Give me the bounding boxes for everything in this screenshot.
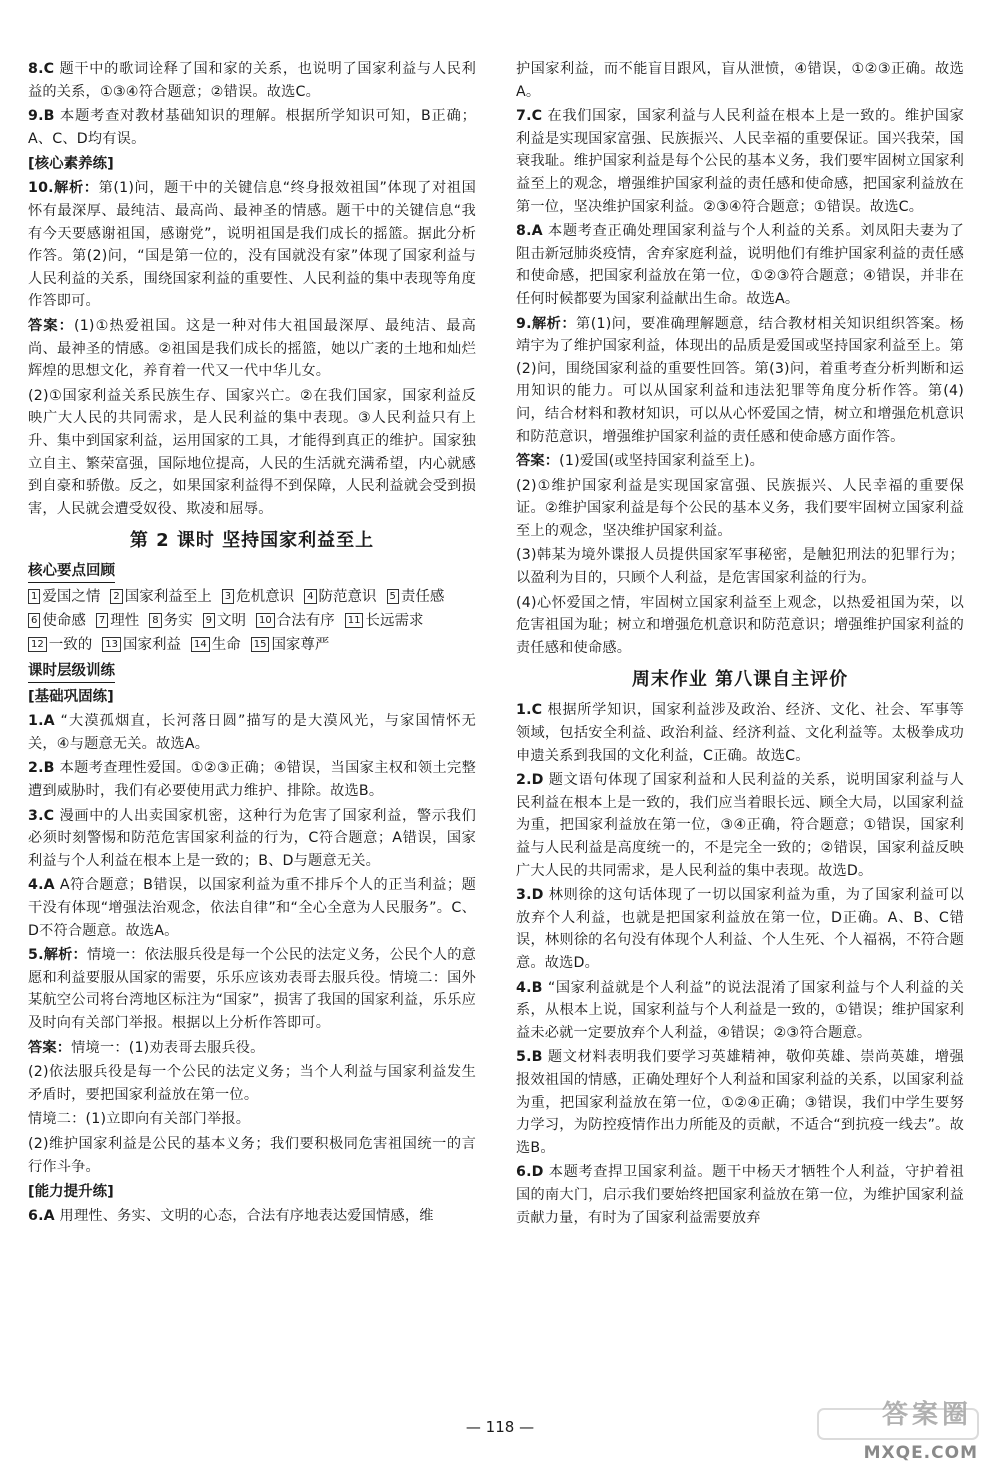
watermark-title: 答案圈 — [881, 1400, 972, 1430]
point-number: 12 — [28, 637, 47, 652]
answer-label: 答案： — [516, 453, 560, 470]
paragraph-text: (2)①维护国家利益是实现国家富强、民族振兴、人民幸福的重要保证。②维护国家利益是每个公民的基本义务，我们要牢固树立国家利益至上的观念，坚决维护国家利益。 — [516, 477, 964, 539]
lesson-title: 周末作业 第八课自主评价 — [631, 669, 849, 691]
lesson-title: 第 2 课时 坚持国家利益至上 — [129, 530, 375, 552]
right-column — [516, 58, 964, 1231]
paragraph-text: 情境二：(1)立即向有关部门举报。 — [28, 1111, 251, 1128]
answer-paragraph — [28, 58, 476, 103]
answer-label: 解析： — [53, 180, 99, 197]
key-point-text: 长远需求 — [365, 613, 424, 630]
question-number: 2.D — [516, 772, 544, 789]
key-point — [203, 609, 246, 633]
answer-paragraph — [28, 710, 476, 755]
section-heading-text: 核心要点回顾 — [28, 560, 115, 583]
paragraph-text: 用理性、务实、文明的心态，合法有序地表达爱国情感，维 — [54, 1208, 434, 1225]
paragraph-text: 情境一：(1)劝表哥去服兵役。 — [71, 1039, 265, 1056]
answer-label: 解析： — [43, 947, 87, 964]
key-point — [28, 585, 100, 609]
key-point — [149, 609, 192, 633]
paragraph-text: (4)心怀爱国之情，牢固树立国家利益至上观念，以热爱祖国为荣，以危害祖国为耻；树立和增强危机意识和防范意识；增强维护国家利益的责任感和使命感。 — [516, 594, 964, 656]
section-heading — [28, 686, 476, 708]
answer-paragraph — [28, 1061, 476, 1106]
paragraph-text: 漫画中的人出卖国家机密，这种行为危害了国家利益，警示我们必须时刻警惕和防范危害国家利益的行为，C符合题意；A错误，国家利益与个人利益在根本上是一致的；B、D与题意无关。 — [28, 807, 476, 869]
key-point-text: 生命 — [211, 637, 241, 654]
answer-paragraph — [28, 1205, 476, 1228]
point-number: 13 — [102, 637, 121, 652]
paragraph-text: A符合题意；B错误，以国家利益为重不排斥个人的正当利益；题干没有体现“增强法治观念，依法自律”和“全心全意为人民服务”。C、D不符合题意。故选A。 — [28, 877, 476, 939]
answer-paragraph — [516, 105, 964, 218]
question-number: 10. — [28, 180, 54, 197]
answer-paragraph — [516, 592, 964, 660]
key-point-text: 爱国之情 — [42, 589, 101, 606]
answer-paragraph — [516, 769, 964, 882]
paragraph-text: 情境一：依法服兵役是每一个公民的法定义务，公民个人的意愿和利益要服从国家的需要，乐乐应该劝表哥去服兵役。情境二：国外某航空公司将台湾地区标注为“国家”，损害了我国的国家利益，乐乐应及时向有关部门举报。根据以上分析作答即可。 — [28, 947, 476, 1031]
point-number: 4 — [304, 589, 316, 604]
section-heading — [28, 153, 476, 175]
key-point — [96, 609, 139, 633]
answer-paragraph — [28, 1133, 476, 1178]
question-number: 9. — [516, 315, 532, 332]
key-point — [191, 633, 241, 657]
key-point-text: 理性 — [110, 613, 140, 630]
answer-paragraph — [28, 385, 476, 521]
answer-paragraph — [28, 105, 476, 150]
section-heading-text: [基础巩固练] — [28, 689, 114, 706]
key-point — [222, 585, 294, 609]
answer-paragraph — [516, 58, 964, 103]
paragraph-text: (2)依法服兵役是每一个公民的法定义务；当个人利益与国家利益发生矛盾时，要把国家利益放在第一位。 — [28, 1064, 476, 1103]
point-number: 2 — [110, 589, 122, 604]
answer-paragraph — [516, 1046, 964, 1159]
point-number: 14 — [191, 637, 210, 652]
question-number: 5.B — [516, 1049, 543, 1066]
section-heading — [28, 1181, 476, 1203]
answer-paragraph — [28, 1037, 476, 1060]
answer-label: 答案： — [28, 317, 74, 334]
answer-paragraph — [28, 805, 476, 873]
question-number: 1.A — [28, 713, 55, 730]
point-number: 1 — [28, 589, 40, 604]
question-number: 7.C — [516, 108, 543, 125]
answer-paragraph — [516, 884, 964, 974]
question-number: 5. — [28, 947, 44, 964]
point-number: 3 — [222, 589, 234, 604]
point-number: 11 — [345, 613, 364, 628]
answer-label: 解析： — [531, 315, 577, 332]
answer-paragraph — [516, 220, 964, 310]
point-number: 6 — [28, 613, 40, 628]
paragraph-text: 在我们国家，国家利益与人民利益在根本上是一致的。维护国家利益是实现国家富强、民族振兴、人民幸福的重要保证。国兴我荣，国衰我耻。维护国家利益是每个公民的基本义务，我们要牢固树立国家利益至上的观念，增强维护国家利益的责任感和使命感，把国家利益放在第一位，坚决维护国家利益。②③④符合题意；①错误。故选C。 — [516, 108, 964, 215]
key-point-text: 使命感 — [42, 613, 86, 630]
paragraph-text: 题文语句体现了国家利益和人民利益的关系，说明国家利益与人民利益在根本上是一致的，我们应当着眼长远、顾全大局，以国家利益为重，把国家利益放在第一位，③④正确，符合题意；①错误，国家利益与人民利益是高度统一的，不是完全一致的；②错误，国家利益反映广大人民的共同需求，是人民利益的集中表现。故选D。 — [516, 772, 964, 879]
key-point — [28, 609, 86, 633]
key-point-text: 防范意识 — [318, 589, 377, 606]
question-number: 6.A — [28, 1208, 55, 1225]
key-point-text: 责任感 — [400, 589, 445, 606]
answer-paragraph — [28, 177, 476, 313]
answer-paragraph — [28, 874, 476, 942]
paragraph-text: 本题考查捍卫国家利益。题干中杨天才牺牲个人利益，守护着祖国的南大门，启示我们要始终把国家利益放在第一位，为维护国家利益贡献力量，有时为了国家利益需要放弃 — [516, 1164, 964, 1226]
left-column — [28, 58, 476, 1230]
key-point — [28, 633, 92, 657]
paragraph-text: 本题考查正确处理国家利益与个人利益的关系。刘凤阳夫妻为了阻击新冠肺炎疫情，舍弃家庭利益，说明他们有维护国家利益的责任感和使命感，把国家利益放在第一位，①②③符合题意；④错误，并非在任何时候都要为国家利益献出生命。故选A。 — [516, 223, 964, 307]
paragraph-text: 林则徐的这句话体现了一切以国家利益为重，为了国家利益可以放弃个人利益，也就是把国家利益放在第一位，D正确。A、B、C错误，林则徐的名句没有体现个人利益、个人生死、个人福祸，不符合题意。故选D。 — [516, 887, 964, 971]
answer-paragraph — [516, 977, 964, 1045]
answer-paragraph — [516, 475, 964, 543]
key-point — [110, 585, 211, 609]
point-number: 15 — [251, 637, 270, 652]
key-point-text: 国家利益至上 — [124, 589, 212, 606]
answer-paragraph — [516, 450, 964, 473]
section-heading — [28, 560, 476, 583]
section-heading-text: 课时层级训练 — [28, 660, 115, 683]
point-number: 7 — [96, 613, 108, 628]
key-points-list — [28, 585, 476, 657]
key-point-text: 文明 — [217, 613, 246, 630]
watermark-url: MXQE.COM — [863, 1443, 978, 1463]
paragraph-text: (2)①国家利益关系民族生存、国家兴亡。②在我们国家，国家利益反映广大人民的共同需求，是人民利益的集中表现。③人民利益只有上升、集中到国家利益，运用国家的工具，才能得到真正的维护。国家独立自主、繁荣富强，国际地位提高，人民的生活就充满希望，内心就感到自豪和骄傲。反之，如果国家利益得不到保障，人民利益就会受到损害，人民就会遭受奴役、欺凌和屈辱。 — [28, 387, 476, 517]
key-point-text: 国家利益 — [122, 637, 181, 654]
key-point — [304, 585, 376, 609]
paragraph-text: (3)韩某为境外谍报人员提供国家军事秘密，是触犯刑法的犯罪行为；以盈利为目的，只顾个人利益，是危害国家利益的行为。 — [516, 547, 964, 587]
paragraph-text: 护国家利益，而不能盲目跟风，盲从泄愤，④错误，①②③正确。故选A。 — [516, 61, 964, 100]
page-number: — 118 — — [465, 1418, 535, 1436]
paragraph-text: 第(1)问，要准确理解题意，结合教材相关知识组织答案。杨靖宇为了维护国家利益，体现出的品质是爱国或坚持国家利益至上。第(2)问，围绕国家利益的重要性回答。第(3)问，着重考查分析判断和运用知识的能力。可以从国家利益和违法犯罪等角度分析作答。第(4)问，结合材料和教材知识，可以从心怀爱国之情，树立和增强危机意识和防范意识，增强维护国家利益的责任感和使命感方面作答。 — [516, 315, 964, 445]
question-number: 2.B — [28, 760, 55, 777]
question-number: 3.C — [28, 807, 55, 824]
answer-paragraph — [28, 944, 476, 1034]
key-point-text: 国家尊严 — [271, 637, 330, 654]
key-point-text: 务实 — [163, 613, 193, 630]
paragraph-text: “国家利益就是个人利益”的说法混淆了国家利益与个人利益的关系，从根本上说，国家利益与个人利益是一致的，①错误；维护国家利益未必就一定要放弃个人利益，④错误；②③符合题意。 — [516, 979, 964, 1041]
question-number: 4.A — [28, 877, 55, 894]
paragraph-text: 题干中的歌词诠释了国和家的关系，也说明了国家利益与人民利益的关系，①③④符合题意；②错误。故选C。 — [28, 61, 476, 100]
question-number: 8.C — [28, 61, 55, 77]
key-point — [102, 633, 181, 657]
paragraph-text: 本题考查对教材基础知识的理解。根据所学知识可知，B正确；A、C、D均有误。 — [28, 108, 476, 147]
answer-paragraph — [28, 757, 476, 802]
answer-label: 答案： — [28, 1039, 72, 1056]
point-number: 10 — [256, 613, 275, 628]
section-heading-text: [核心素养练] — [28, 156, 114, 173]
point-number: 5 — [387, 589, 399, 604]
paragraph-text: (1)爱国(或坚持国家利益至上)。 — [559, 453, 764, 470]
section-heading — [28, 660, 476, 683]
key-point — [345, 609, 424, 633]
point-number: 8 — [149, 613, 161, 628]
paragraph-text: (2)维护国家利益是公民的基本义务；我们要积极同危害祖国统一的言行作斗争。 — [28, 1135, 476, 1175]
key-point — [251, 633, 330, 657]
answer-paragraph — [516, 544, 964, 589]
question-number: 4.B — [516, 979, 543, 996]
answer-paragraph — [516, 313, 964, 449]
answer-paragraph — [28, 315, 476, 383]
paragraph-text: (1)①热爱祖国。这是一种对伟大祖国最深厚、最纯洁、最高尚、最神圣的情感。②祖国是我们成长的摇篮，她以广袤的土地和灿烂辉煌的思想文化，养育着一代又一代中华儿女。 — [28, 317, 477, 380]
paragraph-text: 第(1)问，题干中的关键信息“终身报效祖国”体现了对祖国怀有最深厚、最纯洁、最高尚、最神圣的情感。题干中的关键信息“我有今天要感谢祖国，感谢党”，说明祖国是我们成长的摇篮。据此分析作答。第(2)问，“国是第一位的，没有国就没有家”体现了国家利益与人民利益的关系，围绕国家利益的重要性、人民利益的集中表现等角度作答即可。 — [28, 180, 476, 310]
key-point-text: 危机意识 — [236, 589, 295, 606]
section-heading-text: [能力提升练] — [28, 1184, 114, 1201]
question-number: 1.C — [516, 702, 543, 719]
paragraph-text: 本题考查理性爱国。①②③正确；④错误，当国家主权和领土完整遭到威胁时，我们有必要使用武力维护、排除。故选B。 — [28, 760, 476, 800]
paragraph-text: “大漠孤烟直，长河落日圆”描写的是大漠风光，与家国情怀无关，④与题意无关。故选A。 — [28, 713, 476, 752]
paragraph-text: 题文材料表明我们要学习英雄精神，敬仰英雄、崇尚英雄，增强报效祖国的情感，正确处理好个人利益和国家利益的关系，以国家利益为重，把国家利益放在第一位，①②④正确；③错误，我们中学生要努力学习，为防控疫情作出力所能及的贡献，不适合“到抗疫一线去”。故选B。 — [516, 1049, 964, 1156]
point-number: 9 — [203, 613, 215, 628]
question-number: 9.B — [28, 108, 55, 125]
key-point-text: 一致的 — [48, 637, 93, 654]
answer-paragraph — [28, 1108, 476, 1131]
key-point — [387, 585, 445, 609]
question-number: 3.D — [516, 887, 544, 904]
answer-paragraph — [516, 1161, 964, 1229]
key-point-text: 合法有序 — [276, 613, 335, 630]
key-point — [256, 609, 335, 633]
paragraph-text: 根据所学知识，国家利益涉及政治、经济、文化、社会、军事等领域，包括安全利益、政治利益、经济利益、文化利益等。太极拳成功申遗关系到我国的文化利益，C正确。故选C。 — [516, 702, 964, 764]
answer-paragraph — [516, 699, 964, 767]
question-number: 8.A — [516, 223, 543, 240]
question-number: 6.D — [516, 1164, 544, 1181]
